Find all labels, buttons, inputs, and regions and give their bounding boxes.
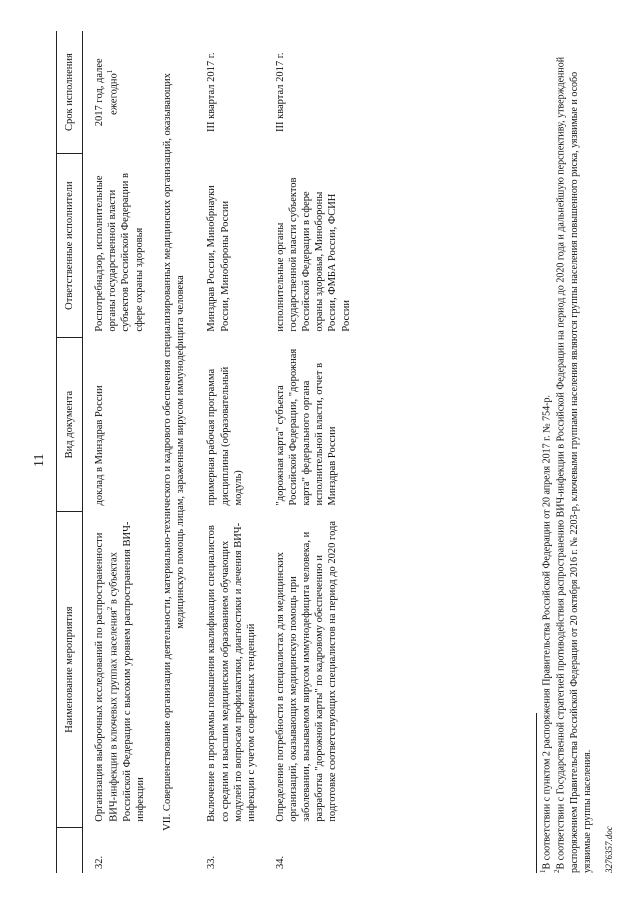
header-num <box>57 828 83 873</box>
row-doc: примерная рабочая программа дисциплины (образовательный модуль) <box>206 366 244 506</box>
row-number: 34. <box>274 855 286 869</box>
row-doc: доклад в Минздрав России <box>94 385 106 506</box>
row-term: III квартал 2017 г. <box>274 52 286 133</box>
table-row <box>83 31 154 873</box>
table-row <box>264 31 359 873</box>
header-resp: Ответственные исполнители <box>57 154 83 338</box>
row-doc: "дорожная карта" субъекта Российской Федерации, "дорожная карта" федерального органа исполнительной власти, отчет в Минздрав России <box>274 348 339 506</box>
row-name: Включение в программы повышения квалификации специалистов со средним и высшим медицинским образованием обучающих модулей по вопросам профилактики, диагностики и лечения ВИЧ-инфекции с учетом современных тенденций <box>206 522 257 822</box>
footnotes <box>536 31 594 873</box>
footnote-ref: 1 <box>106 69 115 74</box>
footnote-ref: 2 <box>106 606 115 611</box>
rotated-document <box>20 17 620 887</box>
table-row <box>195 31 264 873</box>
header-term: Срок исполнения <box>57 31 83 154</box>
footnote: $^1$В соответствии с пунктом 2 распоряжения Правительства Российской Федерации от 20 апреля 2017 г. № 754-р. <box>539 395 553 873</box>
row-term: III квартал 2017 г. <box>206 52 218 133</box>
row-name: Определение потребности в специалистах для медицинских организаций, оказывающих медицинскую помощь при заболевании, вызываемом вирусом иммунодефицита человека, и разработка "дорожной карты" по кадровому обеспечению и подготовке соответствующих специалистов на период до 2020 года <box>274 520 339 822</box>
footnote: $^2$В соответствии с Государственной стратегией противодействия распространению ВИЧ-инфекции в Российской Федерации на период до 2020 года и дальнейшую перспективу, утвержденной распоряжением Правительства Российской Федерации от 20 октября 2016 г. № 2203-р, ключевыми группами населения являются группы населения повышенного риска, уязвимые и особо уязвимые группы населения. <box>553 56 593 873</box>
header-doc: Вид документа <box>57 338 83 512</box>
footnote-rule <box>536 713 537 873</box>
table-header-row <box>57 31 83 873</box>
row-resp: Минздрав России, Минобрнауки России, Минобороны России <box>206 185 231 332</box>
section-row <box>153 31 195 873</box>
row-term: 2017 год, далее ежегодно$^1$ <box>94 58 120 127</box>
section-title: VII. Совершенствование организации деятельности, материально-технического и кадрового обеспечения специализированных медицинских организаций, оказывающих медицинскую помощь лицам, зараженным вирусом иммунодефицита человека <box>162 73 187 831</box>
page-number: 11 <box>32 453 47 467</box>
row-resp: исполнительные органы государственной власти субъектов Российской Федерации в сфере охраны здоровья, Минобороны России, ФМБА России, ФСИН России <box>274 177 352 332</box>
row-number: 32. <box>94 855 106 869</box>
file-name: 3276357.doc <box>604 826 614 873</box>
row-name: Организация выборочных исследований по распространенности ВИЧ-инфекции в ключевых группах населения$^2$ в субъектах Российской Федерации с высоким уровнем распространения ВИЧ-инфекции <box>94 521 146 822</box>
header-name: Наименование мероприятия <box>57 512 83 828</box>
measures-table <box>56 31 359 873</box>
row-resp: Роспотребнадзор, исполнительные органы государственной власти субъектов Российской Федерации в сфере охраны здоровья <box>94 173 145 332</box>
row-number: 33. <box>206 855 218 869</box>
